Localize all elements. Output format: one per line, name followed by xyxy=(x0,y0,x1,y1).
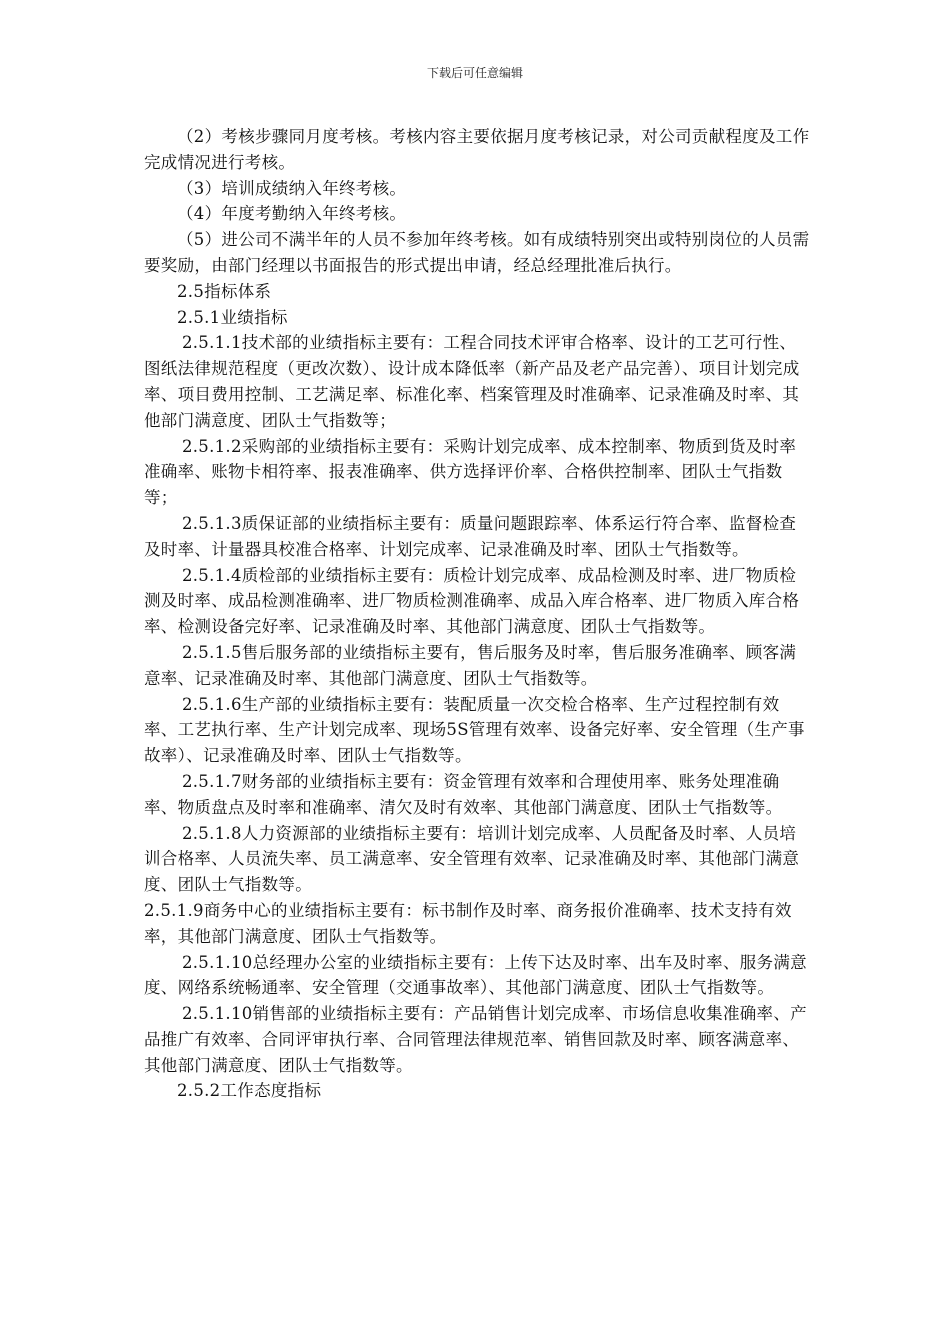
section-heading-work-attitude: 2.5.2工作态度指标 xyxy=(177,1081,322,1101)
paragraph-technical-dept: 2.5.1.1技术部的业绩指标主要有：工程合同技术评审合格率、设计的工艺可行性、图纸法律规范程度（更改次数）、设计成本降低率（新产品及老产品完善）、项目计划完成率、项目费用控制、工艺满足率、标准化率、档案管理及时准确率、记录准确及时率、其他部门满意度、团队士气指数等； xyxy=(144,333,800,430)
section-heading-performance-indicators: 2.5.1业绩指标 xyxy=(177,307,288,327)
paragraph-quality-assurance-dept: 2.5.1.3质保证部的业绩指标主要有：质量问题跟踪率、体系运行符合率、监督检查及时率、计量器具校准合格率、计划完成率、记录准确及时率、团队士气指数等。 xyxy=(144,513,797,559)
paragraph-general-office: 2.5.1.10总经理办公室的业绩指标主要有：上传下达及时率、出车及时率、服务满意度、网络系统畅通率、安全管理（交通事故率）、其他部门满意度、团队士气指数等。 xyxy=(144,952,807,998)
paragraph-purchasing-dept: 2.5.1.2采购部的业绩指标主要有：采购计划完成率、成本控制率、物质到货及时率准确率、账物卡相符率、报表准确率、供方选择评价率、合格供控制率、团队士气指数等； xyxy=(144,436,797,508)
paragraph-sales-dept: 2.5.1.10销售部的业绩指标主要有：产品销售计划完成率、市场信息收集准确率、产品推广有效率、合同评审执行率、合同管理法律规范率、销售回款及时率、顾客满意率、其他部门满意度、团队士气指数等。 xyxy=(144,1004,807,1075)
paragraph-hr-dept: 2.5.1.8人力资源部的业绩指标主要有：培训计划完成率、人员配备及时率、人员培训合格率、人员流失率、员工满意率、安全管理有效率、记录准确及时率、其他部门满意度、团队士气指数等。 xyxy=(144,823,800,895)
paragraph-business-center: 2.5.1.9商务中心的业绩指标主要有：标书制作及时率、商务报价准确率、技术支持有效率，其他部门满意度、团队士气指数等。 xyxy=(144,900,792,946)
paragraph-after-sales-dept: 2.5.1.5售后服务部的业绩指标主要有，售后服务及时率，售后服务准确率、顾客满意率、记录准确及时率、其他部门满意度、团队士气指数等。 xyxy=(144,642,797,688)
paragraph-finance-dept: 2.5.1.7财务部的业绩指标主要有：资金管理有效率和合理使用率、账务处理准确率、物质盘点及时率和准确率、清欠及时有效率、其他部门满意度、团队士气指数等。 xyxy=(144,771,783,817)
section-heading-indicator-system: 2.5指标体系 xyxy=(177,281,272,301)
paragraph-assessment-steps: （2）考核步骤同月度考核。考核内容主要依据月度考核记录，对公司贡献程度及工作完成情况进行考核。 xyxy=(144,127,810,172)
page-header-note: 下载后可任意编辑 xyxy=(426,66,523,80)
paragraph-attendance: （4）年度考勤纳入年终考核。 xyxy=(177,204,407,224)
paragraph-production-dept: 2.5.1.6生产部的业绩指标主要有：装配质量一次交检合格率、生产过程控制有效率、工艺执行率、生产计划完成率、现场5S管理有效率、设备完好率、安全管理（生产事故率）、记录准确及时率、团队士气指数等。 xyxy=(144,694,805,766)
paragraph-training-results: （3）培训成绩纳入年终考核。 xyxy=(177,178,407,198)
paragraph-new-staff: （5）进公司不满半年的人员不参加年终考核。如有成绩特别突出或特别岗位的人员需要奖励，由部门经理以书面报告的形式提出申请，经总经理批准后执行。 xyxy=(144,230,810,275)
paragraph-inspection-dept: 2.5.1.4质检部的业绩指标主要有：质检计划完成率、成品检测及时率、进厂物质检测及时率、成品检测准确率、进厂物质检测准确率、成品入库合格率、进厂物质入库合格率、检测设备完好率、记录准确及时率、其他部门满意度、团队士气指数等。 xyxy=(144,565,800,637)
document-body xyxy=(144,124,812,1104)
